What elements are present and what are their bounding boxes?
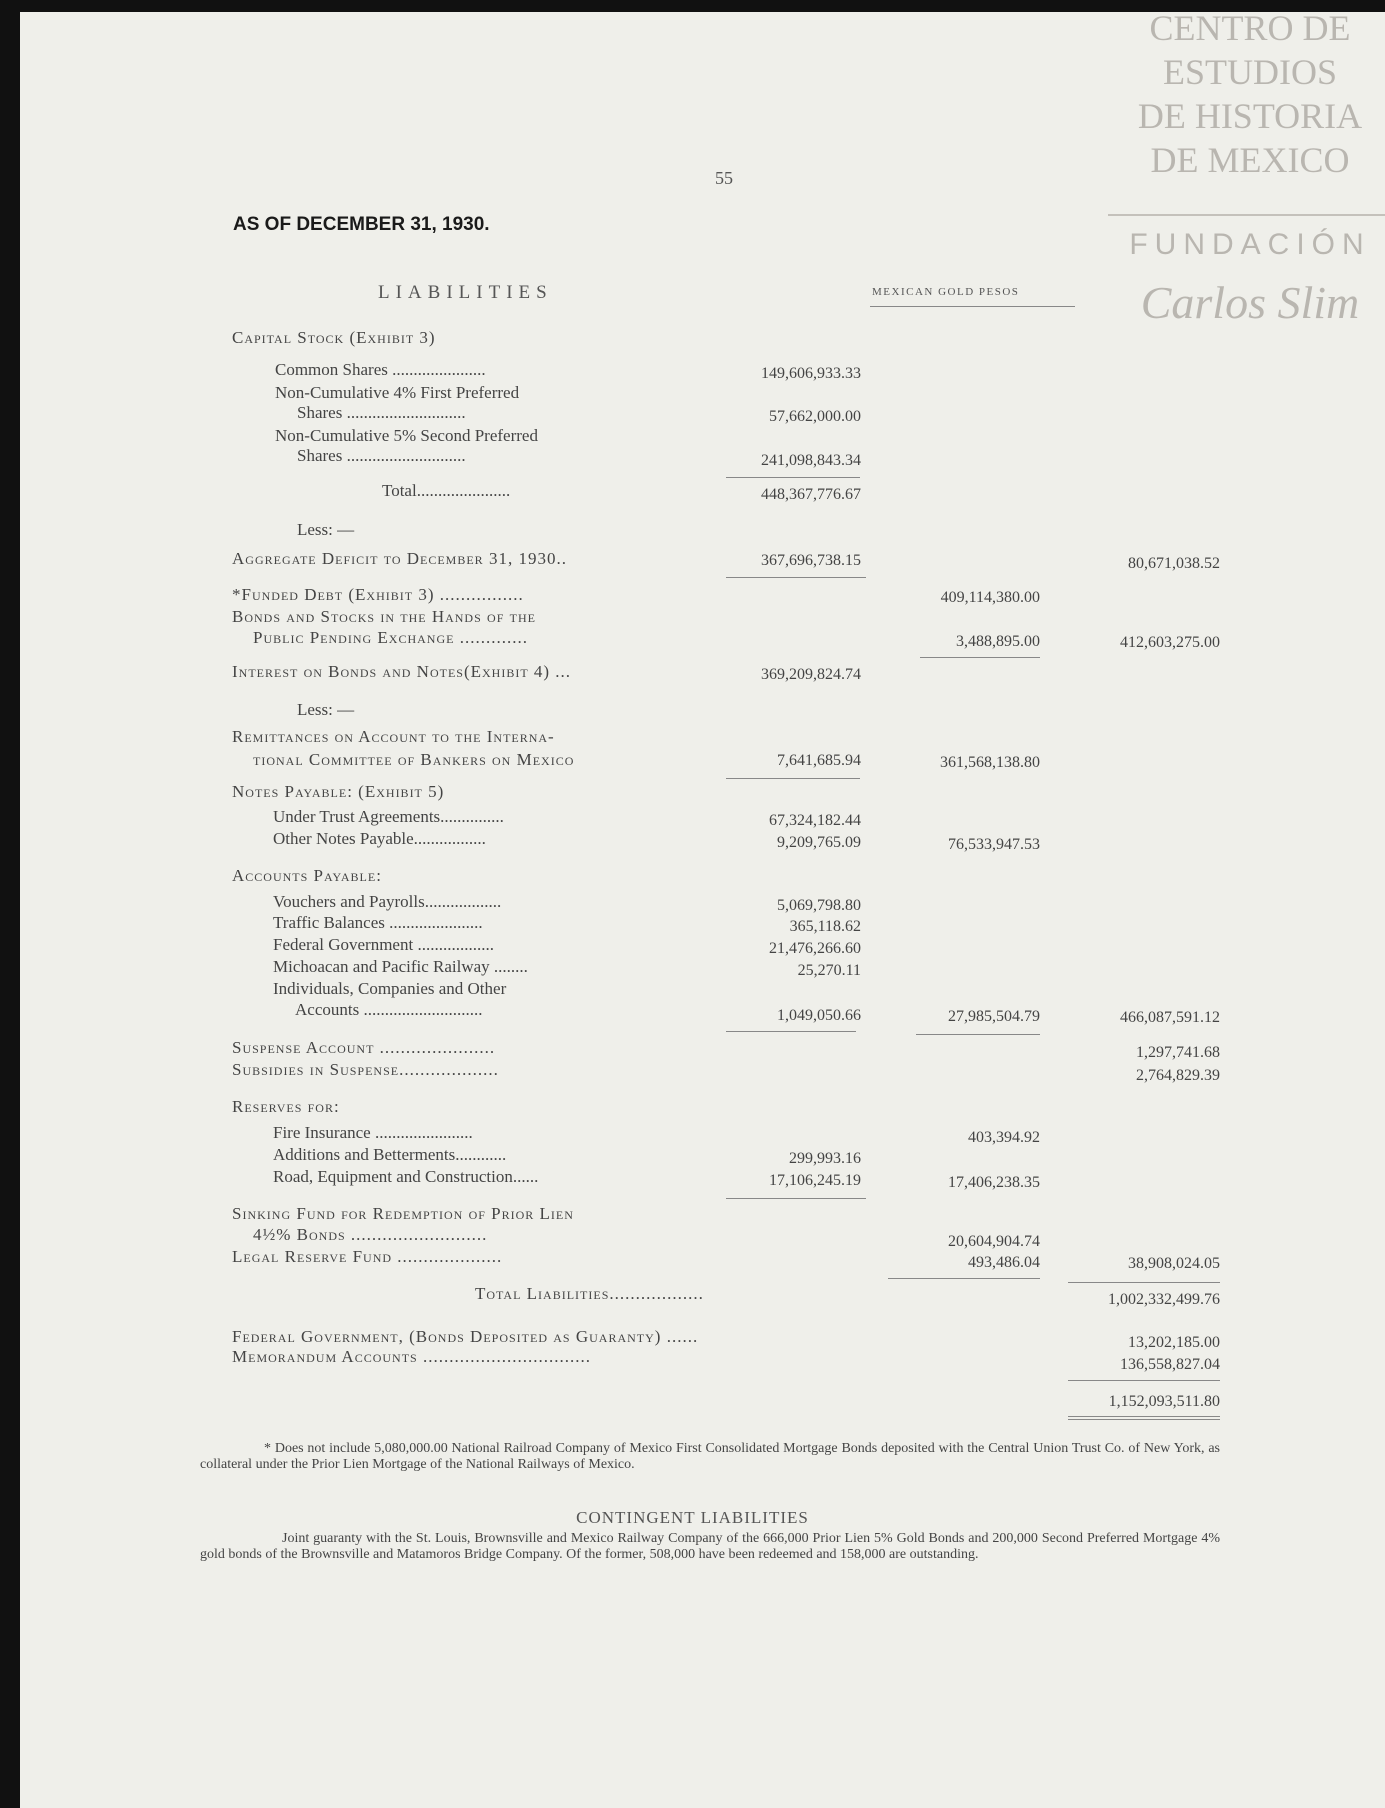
capital-total-label: Total...................... [382, 481, 511, 500]
watermark-divider [1108, 214, 1385, 216]
rule [726, 577, 866, 578]
second-preferred-label: Non-Cumulative 5% Second Preferred [275, 426, 538, 445]
rule [920, 657, 1040, 658]
bonds-stocks-c3: 412,603,275.00 [1120, 634, 1220, 651]
traffic-label: Traffic Balances ...................... [273, 913, 483, 932]
suspense-account-label: Suspense Account ...................... [232, 1038, 496, 1057]
footnote: * Does not include 5,080,000.00 National Railroad Company of Mexico First Consolidated Mortgage Bonds deposited with the Central Union Trust Co. of New York, as collateral under the Prior Lien Mortgage of the National Railways of Mexico. [200, 1441, 1220, 1472]
page-number: 55 [715, 168, 733, 188]
second-preferred-shares-label: Shares ............................ [297, 446, 466, 465]
capital-total-value: 448,367,776.67 [761, 486, 861, 503]
column-heading: MEXICAN GOLD PESOS [872, 286, 1020, 298]
sinking-fund-label-2: 4½% Bonds .......................... [253, 1225, 488, 1244]
grand-total-value: 1,152,093,511.80 [1108, 1393, 1220, 1410]
subsidies-value: 2,764,829.39 [1136, 1067, 1220, 1084]
watermark-signature: Carlos Slim [1140, 277, 1360, 328]
accounts-payable-c2: 27,985,504.79 [948, 1008, 1040, 1025]
watermark-centro [1115, 6, 1385, 182]
first-preferred-label: Non-Cumulative 4% First Preferred [275, 383, 520, 402]
rule [1068, 1380, 1220, 1381]
capital-stock-label: Capital Stock (Exhibit 3) [232, 328, 436, 347]
aggregate-deficit-label: Aggregate Deficit to December 31, 1930.. [232, 549, 567, 568]
federal-government-value: 21,476,266.60 [769, 940, 861, 957]
additions-label: Additions and Betterments............ [273, 1145, 507, 1164]
federal-guaranty-label: Federal Government, (Bonds Deposited as Guaranty) ...... [232, 1327, 699, 1346]
rule [726, 477, 860, 478]
accounts-payable-label: Accounts Payable: [232, 866, 382, 885]
legal-reserve-label: Legal Reserve Fund .................... [232, 1247, 503, 1266]
other-notes-value: 9,209,765.09 [777, 834, 861, 851]
memorandum-label: Memorandum Accounts ................................ [232, 1347, 591, 1366]
column-heading-rule [870, 306, 1075, 307]
accounts-payable-c3: 466,087,591.12 [1120, 1009, 1220, 1026]
suspense-account-value: 1,297,741.68 [1136, 1044, 1220, 1061]
road-equipment-label: Road, Equipment and Construction...... [273, 1167, 539, 1186]
second-preferred-value: 241,098,843.34 [761, 452, 861, 469]
total-liabilities-value: 1,002,332,499.76 [1108, 1291, 1220, 1308]
first-preferred-shares-label: Shares ............................ [297, 403, 466, 422]
individuals-accounts-label: Accounts ............................ [295, 1000, 483, 1019]
rule [1068, 1282, 1220, 1283]
additions-value: 299,993.16 [789, 1150, 861, 1167]
notes-payable-label: Notes Payable: (Exhibit 5) [232, 782, 445, 801]
liabilities-heading: LIABILITIES [378, 282, 553, 303]
interest-label: Interest on Bonds and Notes(Exhibit 4) ... [232, 662, 572, 681]
common-shares-value: 149,606,933.33 [761, 365, 861, 382]
rule [916, 1034, 1040, 1035]
vouchers-label: Vouchers and Payrolls.................. [273, 892, 502, 911]
watermark-fundacion: FUNDACIÓN [1129, 228, 1371, 261]
michoacan-value: 25,270.11 [797, 962, 861, 979]
aggregate-deficit-c1: 367,696,738.15 [761, 552, 861, 569]
bonds-stocks-label-2: Public Pending Exchange ............. [253, 628, 528, 647]
bonds-stocks-label: Bonds and Stocks in the Hands of the [232, 607, 536, 626]
double-rule [1068, 1419, 1220, 1420]
remittances-label-2: tional Committee of Bankers on Mexico [253, 750, 575, 769]
common-shares-label: Common Shares ...................... [275, 360, 486, 379]
as-of-date: AS OF DECEMBER 31, 1930. [233, 214, 490, 235]
first-preferred-value: 57,662,000.00 [769, 408, 861, 425]
individuals-value: 1,049,050.66 [777, 1007, 861, 1024]
funded-debt-label: *Funded Debt (Exhibit 3) ................ [232, 585, 524, 604]
michoacan-label: Michoacan and Pacific Railway ........ [273, 957, 528, 976]
legal-reserve-c2: 493,486.04 [968, 1254, 1040, 1271]
funded-debt-value: 409,114,380.00 [940, 589, 1040, 606]
rule [726, 778, 860, 779]
vouchers-value: 5,069,798.80 [777, 897, 861, 914]
rule [888, 1278, 1040, 1279]
rule [726, 1198, 866, 1199]
subsidies-label: Subsidies in Suspense................... [232, 1060, 499, 1079]
federal-guaranty-value: 13,202,185.00 [1128, 1334, 1220, 1351]
trust-agreements-value: 67,324,182.44 [769, 812, 861, 829]
interest-value: 369,209,824.74 [761, 666, 861, 683]
road-equipment-c1: 17,106,245.19 [769, 1172, 861, 1189]
legal-reserve-c3: 38,908,024.05 [1128, 1255, 1220, 1272]
watermark-line: CENTRO DE [1149, 8, 1351, 48]
aggregate-deficit-c3: 80,671,038.52 [1128, 555, 1220, 572]
total-liabilities-label: Total Liabilities.................. [475, 1284, 704, 1303]
road-equipment-c2: 17,406,238.35 [948, 1174, 1040, 1191]
fire-insurance-value: 403,394.92 [968, 1129, 1040, 1146]
memorandum-value: 136,558,827.04 [1120, 1356, 1220, 1373]
traffic-value: 365,118.62 [789, 918, 861, 935]
less-label: Less: — [297, 520, 355, 539]
double-rule [1068, 1416, 1220, 1417]
sinking-fund-value: 20,604,904.74 [948, 1233, 1040, 1250]
watermark-line: DE MEXICO [1150, 140, 1350, 180]
contingent-text: Joint guaranty with the St. Louis, Brownsville and Mexico Railway Company of the 666,000 Prior Lien 5% Gold Bonds and 200,000 Second Preferred Mortgage 4% gold bonds of the Brownsville and Matamoros Bridge Company. Of the former, 508,000 have been redeemed and 158,000 are outstanding. [200, 1531, 1220, 1562]
sinking-fund-label: Sinking Fund for Redemption of Prior Lien [232, 1204, 574, 1223]
less-label: Less: — [297, 700, 355, 719]
reserves-label: Reserves for: [232, 1097, 340, 1116]
federal-government-label: Federal Government .................. [273, 935, 494, 954]
remittances-c2: 361,568,138.80 [940, 754, 1040, 771]
rule [726, 1031, 856, 1032]
remittances-c1: 7,641,685.94 [777, 752, 861, 769]
bonds-stocks-c2: 3,488,895.00 [956, 633, 1040, 650]
fire-insurance-label: Fire Insurance ....................... [273, 1123, 473, 1142]
contingent-heading: CONTINGENT LIABILITIES [576, 1508, 809, 1527]
remittances-label: Remittances on Account to the Interna- [232, 727, 555, 746]
watermark-line: ESTUDIOS [1162, 52, 1337, 92]
individuals-label: Individuals, Companies and Other [273, 979, 507, 998]
watermark-line: DE HISTORIA [1137, 96, 1363, 136]
trust-agreements-label: Under Trust Agreements............... [273, 807, 504, 826]
notes-payable-total: 76,533,947.53 [948, 836, 1040, 853]
other-notes-label: Other Notes Payable................. [273, 829, 486, 848]
